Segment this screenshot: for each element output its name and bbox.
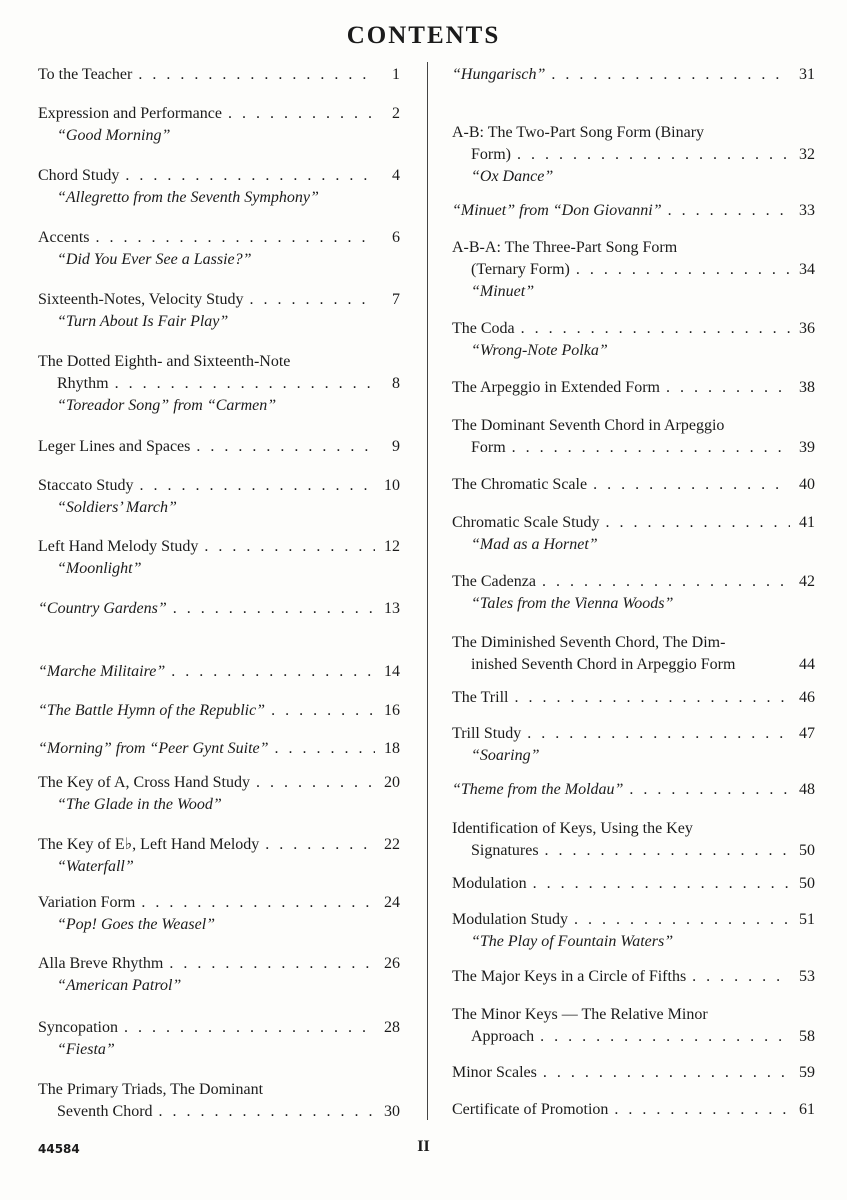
toc-page-number: 34 <box>799 261 815 278</box>
toc-page-number: 6 <box>392 229 400 246</box>
toc-entry-line <box>38 351 400 373</box>
toc-page-number: 41 <box>799 514 815 531</box>
toc-entry-subtitle: “The Play of Fountain Waters” <box>471 933 674 950</box>
dot-leader <box>543 1062 790 1084</box>
toc-entry-title-continued: Signatures <box>471 842 539 859</box>
toc-entry-line <box>452 1099 815 1121</box>
toc-entry-line <box>38 1017 400 1039</box>
dot-leader <box>576 259 790 281</box>
toc-entry-title: Identification of Keys, Using the Key <box>452 820 693 837</box>
toc-entry-line <box>38 1101 400 1123</box>
dot-leader <box>542 571 790 593</box>
toc-entry-line <box>38 475 400 497</box>
toc-entry <box>38 892 400 936</box>
toc-entry-title: Staccato Study <box>38 477 134 494</box>
toc-entry-line <box>38 103 400 125</box>
toc-entry-title: Modulation Study <box>452 911 569 928</box>
toc-page-number: 16 <box>384 702 400 719</box>
toc-page-number: 26 <box>384 955 400 972</box>
toc-page-number: 14 <box>384 663 400 680</box>
dot-leader <box>517 144 790 166</box>
dot-leader <box>668 200 790 222</box>
toc-entry-line <box>452 966 815 988</box>
toc-page-number: 28 <box>384 1019 400 1036</box>
toc-entry <box>38 598 400 620</box>
toc-entry-line <box>38 536 400 558</box>
toc-entry-subtitle: “Allegretto from the Seventh Symphony” <box>57 189 319 206</box>
dot-leader <box>124 1017 375 1039</box>
toc-entry <box>452 512 815 556</box>
toc-entry-title: “Hungarisch” <box>452 66 546 83</box>
toc-entry <box>38 536 400 580</box>
toc-page-number: 46 <box>799 689 815 706</box>
toc-page-number: 61 <box>799 1101 815 1118</box>
toc-entry <box>452 687 815 709</box>
toc-page-number: 13 <box>384 600 400 617</box>
dot-leader <box>249 289 375 311</box>
toc-entry-line <box>38 953 400 975</box>
toc-entry-title: Sixteenth-Notes, Velocity Study <box>38 291 244 308</box>
dot-leader <box>204 536 375 558</box>
toc-entry-line <box>452 474 815 496</box>
toc-entry-title: The Arpeggio in Extended Form <box>452 379 660 396</box>
toc-entry-line <box>452 654 815 676</box>
toc-entry-line <box>38 64 400 86</box>
toc-entry-title-continued: (Ternary Form) <box>471 261 570 278</box>
toc-page-number: 39 <box>799 439 815 456</box>
toc-page-number: 20 <box>384 774 400 791</box>
toc-entry-subtitle: “Good Morning” <box>57 127 171 144</box>
dot-leader <box>196 436 375 458</box>
toc-entry <box>452 818 815 862</box>
toc-entry-title: Leger Lines and Spaces <box>38 438 191 455</box>
toc-entry-line <box>38 289 400 311</box>
dot-leader <box>159 1101 375 1123</box>
toc-entry-line <box>452 909 815 931</box>
dot-leader <box>265 834 375 856</box>
toc-entry-line <box>452 687 815 709</box>
dot-leader <box>692 966 790 988</box>
toc-entry-title: The Trill <box>452 689 509 706</box>
toc-entry <box>38 772 400 816</box>
toc-entry-line <box>38 598 400 620</box>
toc-page-number: 9 <box>392 438 400 455</box>
toc-entry-title: To the Teacher <box>38 66 133 83</box>
toc-entry <box>38 953 400 997</box>
dot-leader <box>115 373 375 395</box>
toc-entry <box>452 377 815 399</box>
toc-page-number: 31 <box>799 66 815 83</box>
toc-entry <box>38 436 400 458</box>
toc-entry-title: Chromatic Scale Study <box>452 514 600 531</box>
toc-entry-title: Minor Scales <box>452 1064 537 1081</box>
toc-entry-line <box>38 700 400 722</box>
toc-entry <box>452 237 815 303</box>
toc-entry-subtitle: “Pop! Goes the Weasel” <box>57 916 216 933</box>
toc-entry-subtitle: “Minuet” <box>471 283 535 300</box>
toc-entry-subtitle: “The Glade in the Wood” <box>57 796 222 813</box>
toc-entry-title-continued: Seventh Chord <box>57 1103 153 1120</box>
toc-entry <box>452 122 815 188</box>
toc-entry-subtitle: “Wrong-Note Polka” <box>471 342 608 359</box>
toc-entry-subtitle: “Mad as a Hornet” <box>471 536 598 553</box>
toc-page-number: 58 <box>799 1028 815 1045</box>
toc-page-number: 50 <box>799 842 815 859</box>
toc-entry <box>38 1079 400 1123</box>
toc-page-number: 59 <box>799 1064 815 1081</box>
toc-entry-title: “Country Gardens” <box>38 600 167 617</box>
dot-leader <box>275 738 375 760</box>
dot-leader <box>606 512 790 534</box>
toc-entry-line <box>38 1079 400 1101</box>
toc-page-number: 36 <box>799 320 815 337</box>
toc-entry-line <box>38 834 400 856</box>
toc-entry-line <box>452 779 815 801</box>
toc-page-number: 12 <box>384 538 400 555</box>
dot-leader <box>551 64 790 86</box>
toc-page-number: 7 <box>392 291 400 308</box>
dot-leader <box>138 64 375 86</box>
toc-entry-title: The Dominant Seventh Chord in Arpeggio <box>452 417 725 434</box>
toc-entry <box>38 64 400 86</box>
toc-entry-line <box>38 436 400 458</box>
toc-page-number: 30 <box>384 1103 400 1120</box>
toc-entry-line <box>452 1004 815 1026</box>
toc-entry <box>452 474 815 496</box>
toc-entry-line <box>452 1026 815 1048</box>
toc-entry <box>452 1062 815 1084</box>
toc-entry-subtitle: “Moonlight” <box>57 560 142 577</box>
column-divider <box>427 62 428 1120</box>
toc-page-number: 33 <box>799 202 815 219</box>
toc-entry-subtitle: “American Patrol” <box>57 977 182 994</box>
toc-entry-line <box>452 64 815 86</box>
toc-entry-line <box>452 873 815 895</box>
toc-page-number: 18 <box>384 740 400 757</box>
toc-page-number: 42 <box>799 573 815 590</box>
toc-entry-subtitle: “Did You Ever See a Lassie?” <box>57 251 252 268</box>
toc-entry-title: The Major Keys in a Circle of Fifths <box>452 968 687 985</box>
toc-page-number: 4 <box>392 167 400 184</box>
toc-entry <box>452 64 815 86</box>
toc-entry <box>38 227 400 271</box>
toc-entry-line <box>452 818 815 840</box>
dot-leader <box>512 437 790 459</box>
toc-entry <box>452 966 815 988</box>
toc-entry-title-continued: Form <box>471 439 506 456</box>
toc-entry-title: “Theme from the Moldau” <box>452 781 624 798</box>
dot-leader <box>666 377 790 399</box>
toc-entry-line <box>452 437 815 459</box>
toc-entry <box>452 571 815 615</box>
toc-entry <box>38 834 400 878</box>
toc-entry <box>452 318 815 362</box>
toc-entry-subtitle: “Fiesta” <box>57 1041 115 1058</box>
toc-entry <box>452 415 815 459</box>
dot-leader <box>140 475 375 497</box>
toc-entry-line <box>38 738 400 760</box>
toc-entry-title: The Key of E♭, Left Hand Melody <box>38 836 260 853</box>
toc-entry-line <box>38 892 400 914</box>
toc-entry-title: A-B-A: The Three-Part Song Form <box>452 239 678 256</box>
dot-leader <box>514 687 790 709</box>
dot-leader <box>593 474 790 496</box>
toc-entry-line <box>452 723 815 745</box>
toc-entry-subtitle: “Waterfall” <box>57 858 134 875</box>
toc-entry-title-continued: Form) <box>471 146 511 163</box>
toc-entry-subtitle: “Soldiers’ March” <box>57 499 177 516</box>
toc-page-number: 8 <box>392 375 400 392</box>
toc-page-number: 50 <box>799 875 815 892</box>
dot-leader <box>271 700 375 722</box>
toc-entry-title: The Primary Triads, The Dominant <box>38 1081 264 1098</box>
toc-entry-title: The Diminished Seventh Chord, The Dim- <box>452 634 726 651</box>
toc-entry-line <box>452 200 815 222</box>
dot-leader <box>228 103 375 125</box>
toc-entry-title-continued: inished Seventh Chord in Arpeggio Form <box>471 656 736 673</box>
toc-entry <box>452 632 815 676</box>
toc-page-number: 24 <box>384 894 400 911</box>
toc-entry-title: The Minor Keys — The Relative Minor <box>452 1006 708 1023</box>
toc-entry <box>38 165 400 209</box>
toc-entry-line <box>38 165 400 187</box>
toc-entry <box>38 700 400 722</box>
toc-entry-title: Expression and Performance <box>38 105 222 122</box>
toc-entry-title: Left Hand Melody Study <box>38 538 199 555</box>
catalog-number: 44584 <box>38 1142 80 1156</box>
toc-entry <box>38 475 400 519</box>
toc-entry-title: Accents <box>38 229 90 246</box>
toc-entry-title: The Key of A, Cross Hand Study <box>38 774 250 791</box>
dot-leader <box>256 772 375 794</box>
toc-entry <box>452 873 815 895</box>
toc-entry <box>38 661 400 683</box>
toc-entry <box>38 103 400 147</box>
toc-page-number: 44 <box>799 656 815 673</box>
dot-leader <box>629 779 790 801</box>
dot-leader <box>125 165 375 187</box>
toc-entry <box>38 289 400 333</box>
toc-entry-subtitle: “Tales from the Vienna Woods” <box>471 595 674 612</box>
toc-entry <box>452 779 815 801</box>
toc-page-number: 38 <box>799 379 815 396</box>
toc-entry-line <box>452 840 815 862</box>
toc-entry-title: “Marche Militaire” <box>38 663 166 680</box>
toc-entry-title: Trill Study <box>452 725 522 742</box>
dot-leader <box>173 598 375 620</box>
toc-entry <box>452 909 815 953</box>
toc-page-number: 2 <box>392 105 400 122</box>
toc-entry-title: The Coda <box>452 320 515 337</box>
dot-leader <box>545 840 790 862</box>
dot-leader <box>533 873 790 895</box>
page-title: CONTENTS <box>346 22 501 49</box>
page-number: II <box>417 1138 430 1155</box>
toc-page-number: 40 <box>799 476 815 493</box>
dot-leader <box>169 953 375 975</box>
toc-entry-line <box>452 415 815 437</box>
toc-page-number: 1 <box>392 66 400 83</box>
dot-leader <box>614 1099 790 1121</box>
dot-leader <box>527 723 790 745</box>
toc-entry-title: The Cadenza <box>452 573 536 590</box>
toc-entry-title: Chord Study <box>38 167 120 184</box>
toc-page-number: 48 <box>799 781 815 798</box>
toc-entry-line <box>452 259 815 281</box>
dot-leader <box>141 892 375 914</box>
toc-entry-line <box>452 1062 815 1084</box>
toc-entry-line <box>452 512 815 534</box>
toc-entry-title: Variation Form <box>38 894 136 911</box>
toc-entry <box>452 723 815 767</box>
toc-entry-line <box>452 632 815 654</box>
toc-page-number: 10 <box>384 477 400 494</box>
toc-entry-title: “Morning” from “Peer Gynt Suite” <box>38 740 269 757</box>
dot-leader <box>521 318 790 340</box>
toc-entry <box>38 351 400 417</box>
toc-entry-line <box>452 377 815 399</box>
toc-entry-line <box>452 318 815 340</box>
toc-entry <box>452 1099 815 1121</box>
toc-entry-title: Certificate of Promotion <box>452 1101 609 1118</box>
toc-entry-title: Syncopation <box>38 1019 118 1036</box>
toc-page-number: 47 <box>799 725 815 742</box>
toc-entry-title-continued: Rhythm <box>57 375 109 392</box>
toc-entry-subtitle: “Soaring” <box>471 747 540 764</box>
toc-page-number: 51 <box>799 911 815 928</box>
dot-leader <box>171 661 375 683</box>
toc-entry <box>452 1004 815 1048</box>
toc-entry <box>38 1017 400 1061</box>
dot-leader <box>96 227 375 249</box>
toc-page-number: 32 <box>799 146 815 163</box>
toc-entry-title: A-B: The Two-Part Song Form (Binary <box>452 124 705 141</box>
toc-entry-line <box>452 571 815 593</box>
toc-entry-line <box>452 237 815 259</box>
toc-page-number: 22 <box>384 836 400 853</box>
toc-entry-title-continued: Approach <box>471 1028 535 1045</box>
toc-entry-subtitle: “Turn About Is Fair Play” <box>57 313 229 330</box>
toc-entry <box>38 738 400 760</box>
toc-entry-line <box>38 227 400 249</box>
dot-leader <box>540 1026 790 1048</box>
toc-page-number: 53 <box>799 968 815 985</box>
toc-entry-title: “The Battle Hymn of the Republic” <box>38 702 266 719</box>
toc-entry-line <box>38 772 400 794</box>
toc-entry-title: Alla Breve Rhythm <box>38 955 164 972</box>
toc-entry-title: The Dotted Eighth- and Sixteenth-Note <box>38 353 291 370</box>
toc-entry-subtitle: “Toreador Song” from “Carmen” <box>57 397 277 414</box>
toc-entry-line <box>452 122 815 144</box>
toc-entry-line <box>452 144 815 166</box>
toc-entry-title: The Chromatic Scale <box>452 476 588 493</box>
dot-leader <box>574 909 790 931</box>
toc-entry-subtitle: “Ox Dance” <box>471 168 554 185</box>
toc-entry-line <box>38 661 400 683</box>
toc-entry-title: “Minuet” from “Don Giovanni” <box>452 202 662 219</box>
toc-entry-title: Modulation <box>452 875 527 892</box>
toc-entry-line <box>38 373 400 395</box>
toc-entry <box>452 200 815 222</box>
